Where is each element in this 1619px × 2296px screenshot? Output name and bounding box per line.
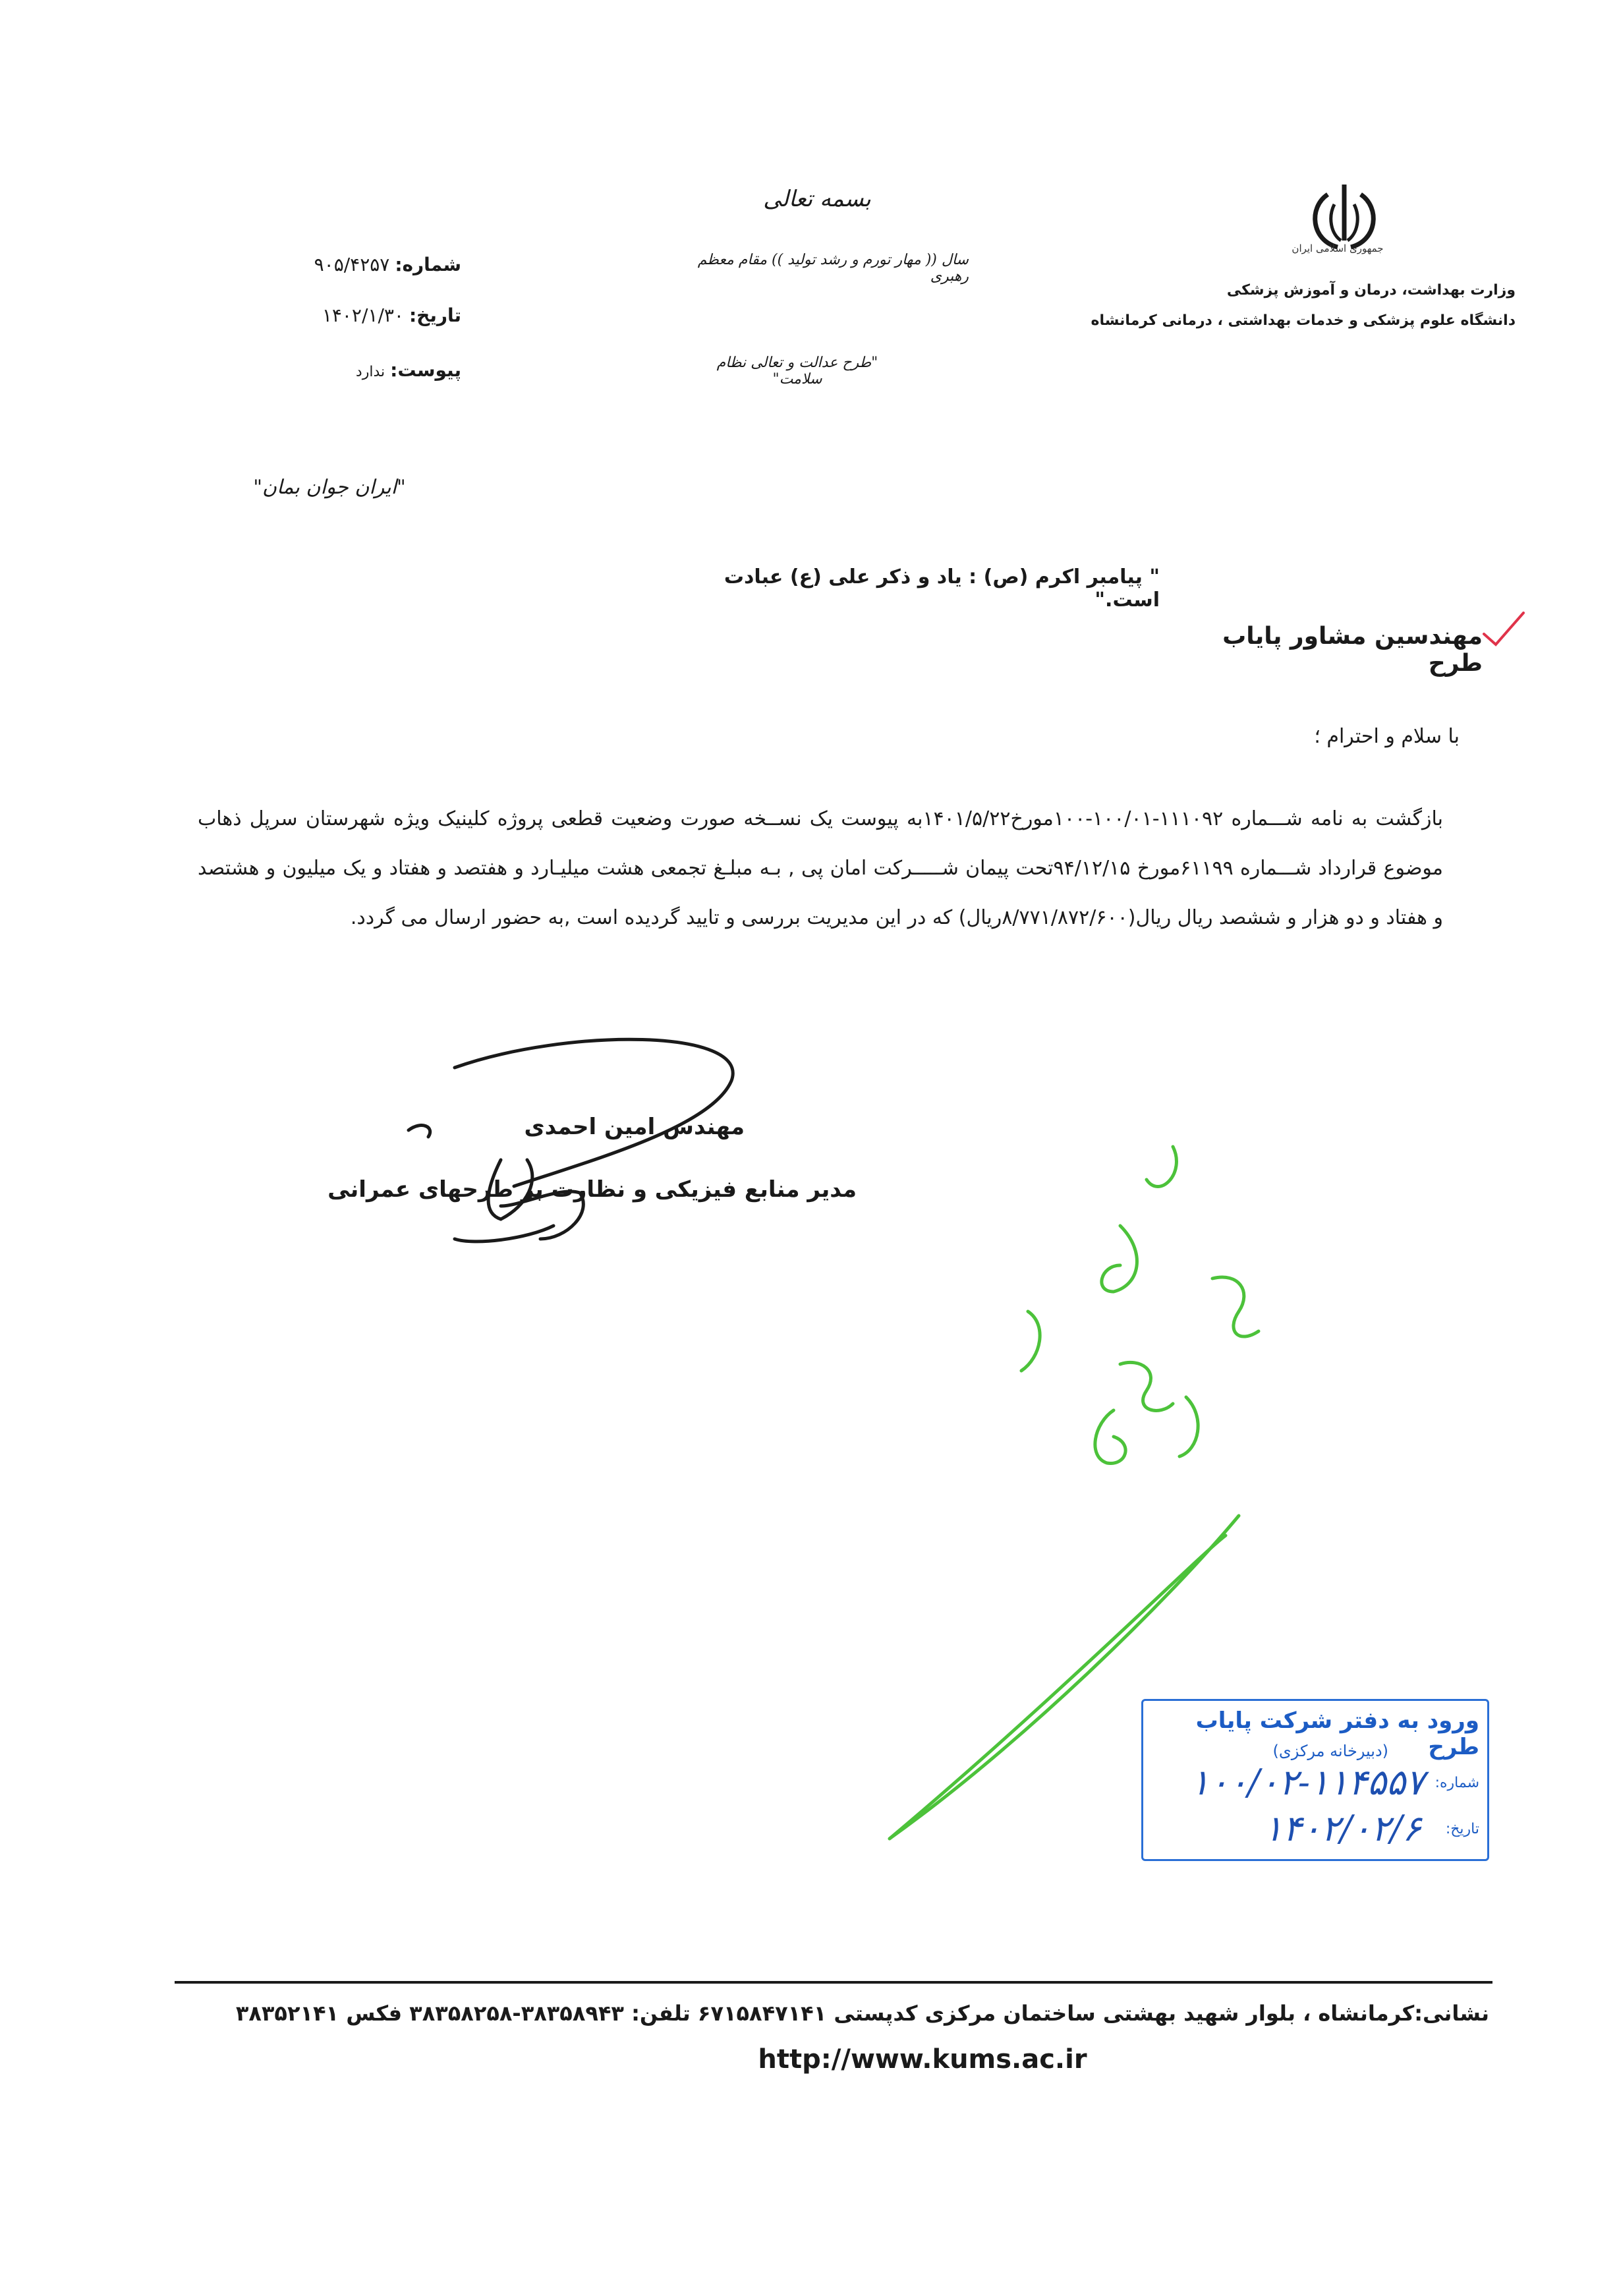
hadith-quote: " پیامبر اکرم (ص) : یاد و ذکر علی (ع) عبادت است." bbox=[724, 565, 1160, 612]
greeting: با سلام و احترام ؛ bbox=[1314, 725, 1460, 748]
signature-icon bbox=[409, 1039, 733, 1242]
letter-date-value: ۱۴۰۲/۱/۳۰ bbox=[322, 304, 404, 326]
stamp-number-value: ۱۰۰/۰۲-۱۱۴۵۵۷ bbox=[1190, 1762, 1425, 1803]
letter-body: بازگشت به نامه شـــماره ۱۱۱۰۹۲-۱۰۰/۰۱-۱۰۰مورخ۱۴۰۱/۵/۲۲به پیوست یک نســخه صورت وضعیت قطعی پروژه کلینیک ویژه شهرستان سرپل ذهاب موضوع قرارداد شـــماره ۶۱۱۹۹مورخ ۹۴/۱۲/۱۵تحت پیمان شـــــرکت امان پی , بـه مبلـغ تجمعی هشت میلیـارد و هفتصد و هفتاد و یک میلیون و هشتصد و هفتاد و دو هزار و ششصد ریال ریال(۸/۷۷۱/۸۷۲/۶۰۰ریال) که در این مدیریت بررسی و تایید گردیده است ,به حضور ارسال می گردد. bbox=[198, 807, 1443, 929]
check-mark-icon bbox=[1484, 613, 1523, 645]
letter-number-value: ۹۰۵/۴۲۵۷ bbox=[314, 254, 390, 275]
university-line: دانشگاه علوم پزشکی و خدمات بهداشتی ، درمانی کرمانشاه bbox=[1091, 312, 1516, 329]
stamp-number-label: شماره: bbox=[1434, 1775, 1479, 1791]
letter-attachment-label: پیوست: bbox=[390, 359, 461, 381]
stamp-date-value: ۱۴۰۲/۰۲/۶ bbox=[1263, 1808, 1421, 1849]
letter-number-label: شماره: bbox=[395, 254, 461, 275]
letter-attachment-value: ندارد bbox=[355, 364, 385, 380]
bismillah-heading: بسمه تعالی bbox=[763, 186, 871, 212]
emblem-caption: جمهوری اسلامی ایران bbox=[1292, 243, 1384, 254]
stamp-title: ورود به دفتر شرکت پایاب طرح bbox=[1195, 1708, 1479, 1760]
green-annotation-icon bbox=[890, 1147, 1259, 1839]
ministry-line: وزارت بهداشت، درمان و آموزش پزشکی bbox=[1226, 282, 1516, 299]
stamp-date-label: تاریخ: bbox=[1445, 1821, 1479, 1837]
signer-name: مهندس امین احمدی bbox=[524, 1114, 745, 1140]
footer-address: نشانی:کرمانشاه ، بلوار شهید بهشتی ساختمان مرکزی کدپستی ۶۷۱۵۸۴۷۱۴۱ تلفن: ۳۸۳۵۸۹۴۳-۳۸۳۵۸۲۵۸ فکس ۳۸۳۵۲۱۴۱ bbox=[235, 2001, 1489, 2026]
health-slogan: "طرح عدالت و تعالی نظام سلامت" bbox=[716, 355, 878, 387]
footer-website: http://www.kums.ac.ir bbox=[758, 2044, 1087, 2075]
stamp-subtitle: (دبیرخانه مرکزی) bbox=[1272, 1742, 1388, 1760]
year-slogan: سال (( مهار تورم و رشد تولید )) مقام معظم رهبری bbox=[697, 252, 969, 285]
signer-title: مدیر منابع فیزیکی و نظارت بر طرحهای عمرانی bbox=[327, 1176, 857, 1203]
letter-date-label: تاریخ: bbox=[409, 304, 461, 326]
iran-slogan: "ایران جوان بمان" bbox=[253, 476, 406, 499]
recipient-name: مهندسین مشاور پایاب طرح bbox=[1222, 623, 1483, 677]
